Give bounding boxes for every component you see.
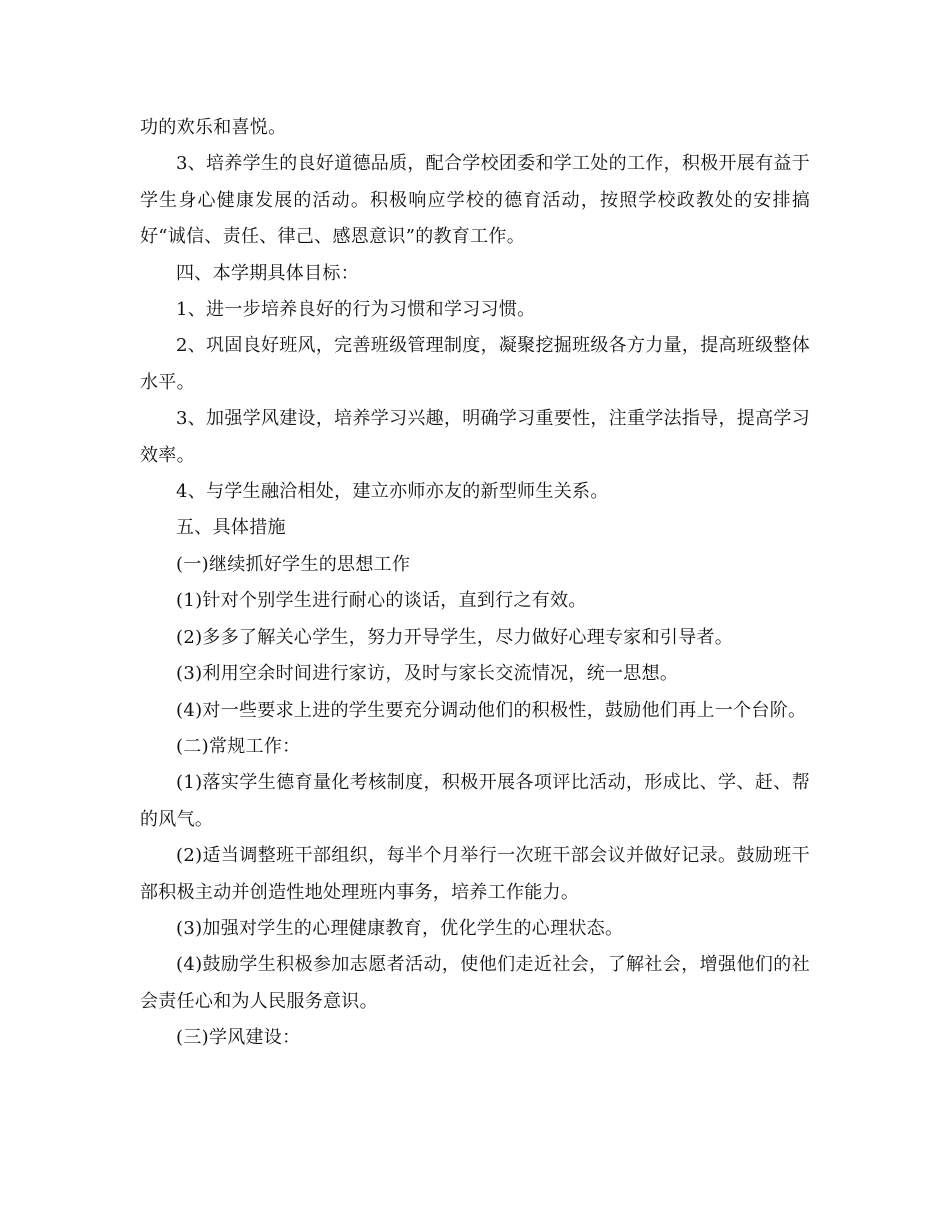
- paragraph-8: (一)继续抓好学生的思想工作: [176, 553, 411, 575]
- paragraph-17: (4)鼓励学生积极参加志愿者活动，使他们走近社会，了解社会，增强他们的社会责任心和为人民服务意识。: [140, 954, 810, 1012]
- paragraph-0: 功的欢乐和喜悦。: [140, 117, 287, 138]
- document-body: [140, 110, 810, 1057]
- paragraph-10: (2)多多了解关心学生，努力开导学生，尽力做好心理专家和引导者。: [176, 626, 734, 648]
- paragraph-15: (2)适当调整班干部组织，每半个月举行一次班干部会议并做好记录。鼓励班干部积极主动并创造性地处理班内事务，培养工作能力。: [140, 845, 810, 903]
- paragraph-16: (3)加强对学生的心理健康教育，优化学生的心理状态。: [176, 917, 624, 939]
- paragraph-18: (三)学风建设：: [176, 1027, 301, 1049]
- paragraph-1: 3、培养学生的良好道德品质，配合学校团委和学工处的工作，积极开展有益于学生身心健康发展的活动。积极响应学校的德育活动，按照学校政教处的安排搞好“诚信、责任、律己、感恩意识”的教育工作。: [140, 153, 810, 248]
- paragraph-9: (1)针对个别学生进行耐心的谈话，直到行之有效。: [176, 590, 587, 612]
- paragraph-2: 四、本学期具体目标：: [176, 262, 359, 284]
- paragraph-11: (3)利用空余时间进行家访，及时与家长交流情况，统一思想。: [176, 663, 679, 685]
- paragraph-14: (1)落实学生德育量化考核制度，积极开展各项评比活动，形成比、学、赶、帮的风气。: [140, 772, 810, 830]
- paragraph-12: (4)对一些要求上进的学生要充分调动他们的积极性，鼓励他们再上一个台阶。: [176, 699, 807, 721]
- paragraph-5: 3、加强学风建设，培养学习兴趣，明确学习重要性，注重学法指导，提高学习效率。: [140, 408, 810, 466]
- paragraph-13: (二)常规工作：: [176, 735, 301, 757]
- paragraph-6: 4、与学生融洽相处，建立亦师亦友的新型师生关系。: [176, 481, 609, 503]
- paragraph-7: 五、具体措施: [176, 517, 286, 539]
- paragraph-3: 1、进一步培养良好的行为习惯和学习习惯。: [176, 299, 536, 321]
- paragraph-4: 2、巩固良好班风，完善班级管理制度，凝聚挖掘班级各方力量，提高班级整体水平。: [140, 335, 810, 393]
